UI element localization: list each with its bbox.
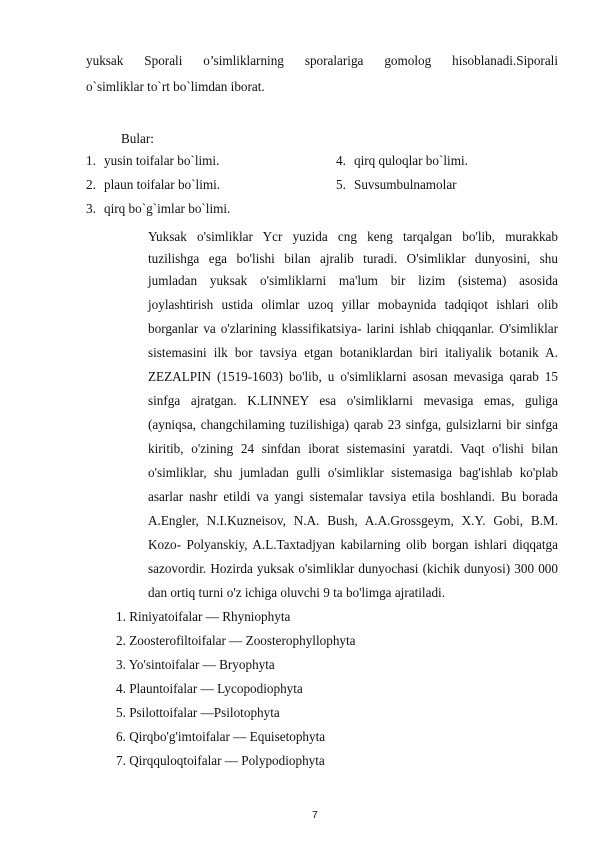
- paragraph-line: Kozo- Polyanskiy, A.L.Taxtadjyan kabilarning olib borgan ishlari diqqatga: [148, 537, 558, 552]
- division-item: 7. Qirqquloqtoifalar — Polypodiophyta: [116, 753, 325, 768]
- list-item-text: qirq bo`g`imlar bo`limi.: [104, 201, 231, 216]
- paragraph-line: joylashtirish ustida olimlar uzoq yillar mobaynida tadqiqot ishlari olib: [148, 297, 558, 312]
- division-item: 1. Riniyatoifalar — Rhyniophyta: [116, 609, 291, 624]
- list-item-number: 1.: [86, 153, 96, 168]
- list-item-1: [86, 151, 219, 171]
- paragraph-line: A.Engler, N.I.Kuzneisov, N.A. Bush, A.A.Grossgeym, X.Y. Gobi, B.M.: [148, 513, 558, 528]
- division-item: 2. Zoosterofiltoifalar — Zoosterophyllophyta: [116, 633, 356, 648]
- list-item-number: 4.: [336, 153, 346, 168]
- list-item-number: 2.: [86, 177, 96, 192]
- paragraph-line: asarlar nashr etildi va yangi sistemalar tavsiya etila boshlandi. Bu borada: [148, 489, 558, 504]
- list-item-number: 5.: [336, 177, 346, 192]
- list-item-5: [336, 175, 457, 195]
- paragraph-line: sazovordir. Hozirda yuksak o'simliklar dunyochasi (kichik dunyosi) 300 000: [148, 561, 558, 576]
- paragraph-line: ZEZALPIN (1519-1603) bo'lib, u o'simliklarni asosan mevasiga qarab 15: [148, 369, 558, 384]
- list-item-4: [336, 151, 468, 171]
- paragraph-line: o'simliklar, shu jumladan gulli o'simliklar sistemasiga bag'ishlab ko'plab: [148, 465, 558, 480]
- list-item-3: [86, 199, 230, 219]
- paragraph-line: sistemasini ilk bor tavsiya etgan botaniklardan biri italiyalik botanik A.: [148, 345, 558, 360]
- list-item-text: plaun toifalar bo`limi.: [104, 177, 221, 192]
- division-item: 6. Qirqbo'g'imtoifalar — Equisetophyta: [116, 729, 326, 744]
- paragraph-line: dan ortiq turni o'z ichiga oluvchi 9 ta bo'limga ajratiladi.: [148, 585, 445, 600]
- list-item-text: yusin toifalar bo`limi.: [104, 153, 220, 168]
- division-item: 4. Plauntoifalar — Lycopodiophyta: [116, 681, 303, 696]
- paragraph-line: sinfga ajratgan. K.LINNEY esa o'simliklarni mevasiga emas, guliga: [148, 393, 558, 408]
- paragraph-line: (ayniqsa, changchilaming tuzilishiga) qarab 23 sinfga, gulsizlarni bir sinfga: [148, 417, 558, 432]
- paragraph-line: jumladan yuksak o'simliklarni ma'lum bir lizim (sistema) asosida: [148, 273, 558, 288]
- paragraph-line: borganlar va o'zlarining klassifikatsiya- larini ishlab chiqqanlar. O'simliklar: [148, 321, 558, 336]
- page-number: 7: [312, 809, 318, 821]
- list-item-text: Suvsumbulnamolar: [354, 177, 457, 192]
- paragraph-line: kiritib, o'zining 24 sinfdan iborat sistemasini yaratdi. Vaqt o'lishi bilan: [148, 441, 558, 456]
- intro-line-1: yuksak Sporali o’simliklarning sporalariga gomolog hisoblanadi.Siporali: [86, 53, 558, 68]
- intro-line-2: o`simliklar to`rt bo`limdan iborat.: [86, 79, 265, 94]
- paragraph-line: tuzilishga ega bo'lishi bilan ajralib turadi. O'simliklar dunyosini, shu: [148, 251, 558, 266]
- division-item: 3. Yo'sintoifalar — Bryophyta: [116, 657, 275, 672]
- list-item-text: qirq quloqlar bo`limi.: [354, 153, 468, 168]
- list-item-2: [86, 175, 220, 195]
- paragraph-line: Yuksak o'simliklar Ycr yuzida cng keng tarqalgan bo'lib, murakkab: [148, 229, 558, 244]
- division-item: 5. Psilottoifalar —Psilotophyta: [116, 705, 280, 720]
- list-item-number: 3.: [86, 201, 96, 216]
- list-heading: Bular:: [121, 131, 154, 146]
